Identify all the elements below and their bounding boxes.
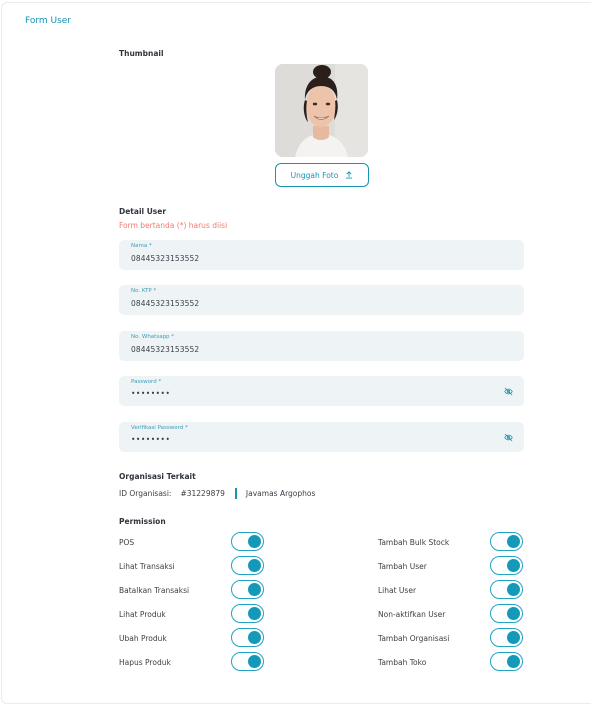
eye-slash-icon[interactable] [504, 433, 513, 442]
permission-toggle-nonaktifkan-user[interactable] [490, 604, 523, 623]
permission-label-batalkan-transaksi: Batalkan Transaksi [119, 586, 190, 595]
permission-toggle-lihat-user[interactable] [490, 580, 523, 599]
permission-toggle-tambah-organisasi[interactable] [490, 628, 523, 647]
permission-label-tambah-toko: Tambah Toko [378, 658, 427, 667]
permission-label-ubah-produk: Ubah Produk [119, 634, 167, 643]
toggle-knob [507, 559, 520, 572]
verify-password-field-value[interactable]: •••••••• [131, 435, 171, 444]
permission-toggle-ubah-produk[interactable] [231, 628, 264, 647]
permission-toggle-batalkan-transaksi[interactable] [231, 580, 264, 599]
thumbnail-label: Thumbnail [119, 49, 164, 58]
verify-password-field[interactable] [119, 422, 524, 452]
name-field[interactable] [119, 240, 524, 270]
password-field-label: Password * [131, 379, 162, 385]
permission-toggle-tambah-bulk-stock[interactable] [490, 532, 523, 551]
permission-label-tambah-user: Tambah User [378, 562, 427, 571]
toggle-knob [507, 631, 520, 644]
upload-photo-button[interactable] [275, 163, 369, 187]
permission-label-lihat-transaksi: Lihat Transaksi [119, 562, 175, 571]
whatsapp-field-label: No. Whatsapp * [131, 334, 175, 340]
toggle-knob [507, 655, 520, 668]
toggle-knob [248, 535, 261, 548]
name-field-label: Nama * [131, 243, 152, 249]
ktp-field-label: No. KTP * [131, 288, 157, 294]
toggle-knob [248, 631, 261, 644]
toggle-knob [248, 655, 261, 668]
whatsapp-field-value[interactable]: 08445323153552 [131, 345, 200, 354]
permission-toggle-pos[interactable] [231, 532, 264, 551]
permission-toggle-hapus-produk[interactable] [231, 652, 264, 671]
whatsapp-field[interactable] [119, 331, 524, 361]
ktp-field-value[interactable]: 08445323153552 [131, 299, 200, 308]
permission-label-lihat-produk: Lihat Produk [119, 610, 166, 619]
toggle-knob [507, 535, 520, 548]
verify-password-field-label: Verifikasi Password * [131, 425, 188, 431]
avatar [275, 64, 368, 157]
permission-label-hapus-produk: Hapus Produk [119, 658, 171, 667]
password-field[interactable] [119, 376, 524, 406]
organization-label: Organisasi Terkait [119, 472, 196, 481]
permission-toggle-lihat-produk[interactable] [231, 604, 264, 623]
organization-name: Javamas Argophos [245, 489, 316, 498]
permission-toggle-tambah-user[interactable] [490, 556, 523, 575]
permission-label-pos: POS [119, 538, 135, 547]
permission-toggle-lihat-transaksi[interactable] [231, 556, 264, 575]
organization-divider [235, 488, 237, 499]
permission-toggle-tambah-toko[interactable] [490, 652, 523, 671]
toggle-knob [248, 607, 261, 620]
organization-info [119, 488, 315, 499]
permission-label-tambah-bulk-stock: Tambah Bulk Stock [378, 538, 450, 547]
organization-id-value: #31229879 [180, 489, 225, 498]
permission-label-tambah-organisasi: Tambah Organisasi [378, 634, 450, 643]
toggle-knob [507, 607, 520, 620]
page-title: Form User [25, 16, 72, 26]
required-note: Form bertanda (*) harus diisi [119, 221, 228, 230]
detail-user-label: Detail User [119, 207, 167, 216]
avatar-photo [275, 64, 368, 157]
organization-id-label: ID Organisasi: [119, 489, 172, 498]
ktp-field[interactable] [119, 285, 524, 315]
password-field-value[interactable]: •••••••• [131, 389, 171, 398]
permission-label-nonaktifkan-user: Non-aktifkan User [378, 610, 446, 619]
name-field-value[interactable]: 08445323153552 [131, 254, 200, 263]
eye-slash-icon[interactable] [504, 387, 513, 396]
permission-label-lihat-user: Lihat User [378, 586, 417, 595]
upload-photo-label: Unggah Foto [290, 170, 339, 180]
toggle-knob [248, 583, 261, 596]
permission-label: Permission [119, 517, 166, 526]
toggle-knob [248, 559, 261, 572]
toggle-knob [507, 583, 520, 596]
upload-icon [345, 171, 353, 179]
